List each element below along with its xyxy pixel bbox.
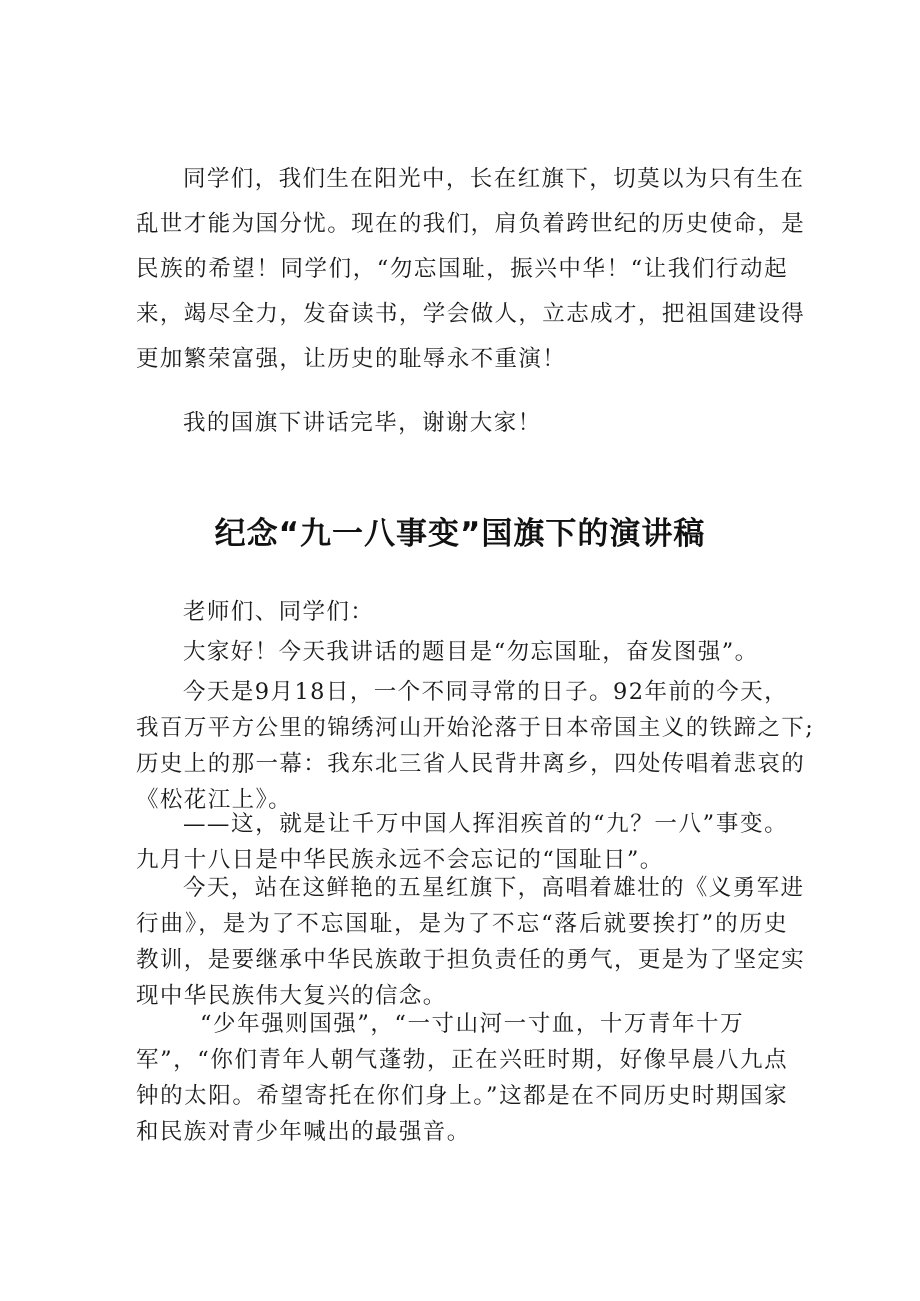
speech-line: 今天，站在这鲜艳的五星红旗下，高唱着雄壮的《义勇军进 <box>183 875 805 901</box>
greeting-text: 老师们、同学们： <box>183 599 375 625</box>
top-paragraph <box>136 157 806 382</box>
speech-line: 和民族对青少年喊出的最强音。 <box>136 1119 471 1145</box>
speech-line: “少年强则国强”，“一寸山河一寸血，十万青年十万 <box>200 1011 744 1037</box>
top-para-line: 同学们，我们生在阳光中，长在红旗下，切莫以为只有生在 <box>183 166 805 192</box>
speech-greeting <box>183 594 788 630</box>
speech-line: 钟的太阳。希望寄托在你们身上。”这都是在不同历史时期国家 <box>136 1083 788 1109</box>
top-para-line: 更加繁荣富强，让历史的耻辱永不重演！ <box>136 346 567 372</box>
top-para-line: 民族的希望！同学们，“勿忘国耻，振兴中华！“让我们行动起 <box>136 256 788 282</box>
top-para-line: 乱世才能为国分忧。现在的我们，肩负着跨世纪的历史使命，是 <box>136 211 806 237</box>
speech-line: 《松花江上》。 <box>136 787 293 813</box>
speech-line: 军”，“你们青年人朝气蓬勃，正在兴旺时期，好像早晨八九点 <box>136 1047 788 1073</box>
speech-line: 九月十八日是中华民族永远不会忘记的“国耻日”。 <box>136 847 664 873</box>
speech-paragraph-2 <box>136 674 815 818</box>
speech-line: 我百万平方公里的锦绣河山开始沦落于日本帝国主义的铁蹄之下; <box>136 715 815 741</box>
speech-paragraph-5 <box>136 1006 788 1150</box>
speech-line: 教训，是要继承中华民族敢于担负责任的勇气，更是为了坚定实 <box>136 947 806 973</box>
closing-line <box>183 401 788 446</box>
top-para-line: 来，竭尽全力，发奋读书，学会做人，立志成才，把祖国建设得 <box>136 301 806 327</box>
speech-paragraph-4 <box>136 870 806 1014</box>
speech-line: 大家好！今天我讲话的题目是“勿忘国耻，奋发图强”。 <box>183 639 759 665</box>
speech-line: 行曲》，是为了不忘国耻，是为了不忘“落后就要挨打”的历史 <box>136 911 788 937</box>
speech-paragraph-1 <box>183 634 788 670</box>
speech-line: ——这，就是让千万中国人挥泪疾首的“九？一八”事变。 <box>183 811 788 837</box>
speech-line: 历史上的那一幕：我东北三省人民背井离乡，四处传唱着悲哀的 <box>136 751 806 777</box>
speech-line: 现中华民族伟大复兴的信念。 <box>136 983 447 1009</box>
speech-line: 今天是9月18日，一个不同寻常的日子。92年前的今天， <box>183 679 788 705</box>
closing-text: 我的国旗下讲话完毕，谢谢大家！ <box>183 410 542 436</box>
speech-paragraph-3 <box>136 806 788 878</box>
speech-title: 纪念“九一八事变”国旗下的演讲稿 <box>214 516 706 552</box>
